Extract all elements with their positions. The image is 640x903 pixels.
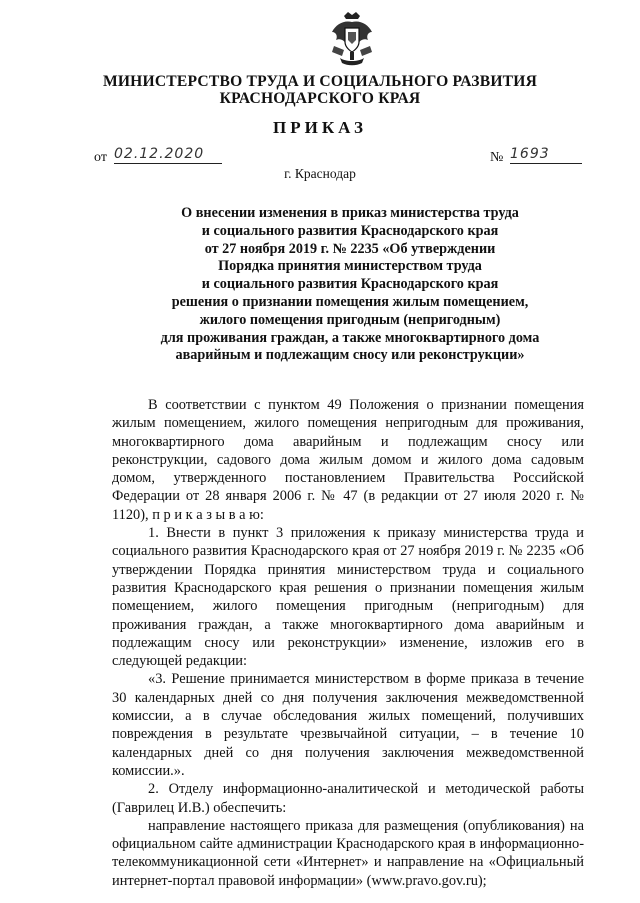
body-paragraph: направление настоящего приказа для размещения (опубликования) на официальном сайте администрации Краснодарского края в информационно-телекоммуникационной сети «Интернет» и направление на «Официальный интернет-портал правовой информации» (www.pravo.gov.ru); (112, 817, 584, 889)
number-value: 1693 (510, 146, 582, 164)
title-line: Порядка принятия министерством труда (218, 258, 482, 275)
ministry-name-line1: МИНИСТЕРСТВО ТРУДА И СОЦИАЛЬНОГО РАЗВИТИЯ (102, 73, 538, 90)
title-line: О внесении изменения в приказ министерства труда (181, 205, 519, 221)
coat-of-arms-icon (330, 10, 374, 66)
ministry-name-line2: КРАСНОДАРСКОГО КРАЯ (219, 90, 421, 107)
order-title (140, 205, 560, 365)
title-line: и социального развития Краснодарского края (201, 222, 499, 239)
order-body (112, 396, 584, 890)
title-line: жилого помещения пригодным (непригодным) (199, 311, 501, 328)
body-paragraph: «3. Решение принимается министерством в форме приказа в течение 30 календарных дней со дня получения заключения межведомственной комиссии, а в случае обследования жилых помещений, получивших повреждения в результате чрезвычайной ситуации, – в течение 10 календарных дней со дня получения заключения межведомственной комиссии.». (112, 671, 584, 779)
title-line: для проживания граждан, а также многоквартирного дома (160, 329, 540, 346)
body-paragraph: 2. Отделу информационно-аналитической и методической работы (Гаврилец И.В.) обеспечить: (112, 781, 584, 816)
number-label: № (490, 150, 504, 165)
date-value: 02.12.2020 (114, 146, 222, 164)
title-line: аварийным и подлежащим сносу или реконструкции» (175, 347, 525, 364)
body-paragraph: В соответствии с пунктом 49 Положения о признании помещения жилым помещением, жилого помещения непригодным для проживания, многоквартирного дома аварийным и подлежащим сносу или реконструкции, садового дома жилым домом и жилого дома садовым домом, утвержденного постановлением Правительства Российской Федерации от 28 января 2006 г. № 47 (в редакции от 27 июля 2020 г. № 1120), п р и к а з ы в а ю: (112, 397, 584, 523)
body-paragraph: 1. Внести в пункт 3 приложения к приказу министерства труда и социального развития Краснодарского края от 27 ноября 2019 г. № 2235 «Об утверждении Порядка принятия министерством труда и социального развития Краснодарского края решения о признании помещения жилым помещением, жилого помещения пригодным (непригодным) для проживания граждан, а также многоквартирного дома аварийным и подлежащим сносу или реконструкции» изменение, изложив его в следующей редакции: (112, 525, 584, 670)
title-line: решения о признании помещения жилым помещением, (171, 293, 529, 310)
document-type: ПРИКАЗ (273, 118, 367, 137)
title-line: от 27 ноября 2019 г. № 2235 «Об утверждении (204, 240, 496, 257)
date-label: от (94, 150, 107, 165)
title-line: и социального развития Краснодарского края (201, 276, 499, 293)
city: г. Краснодар (284, 166, 356, 181)
